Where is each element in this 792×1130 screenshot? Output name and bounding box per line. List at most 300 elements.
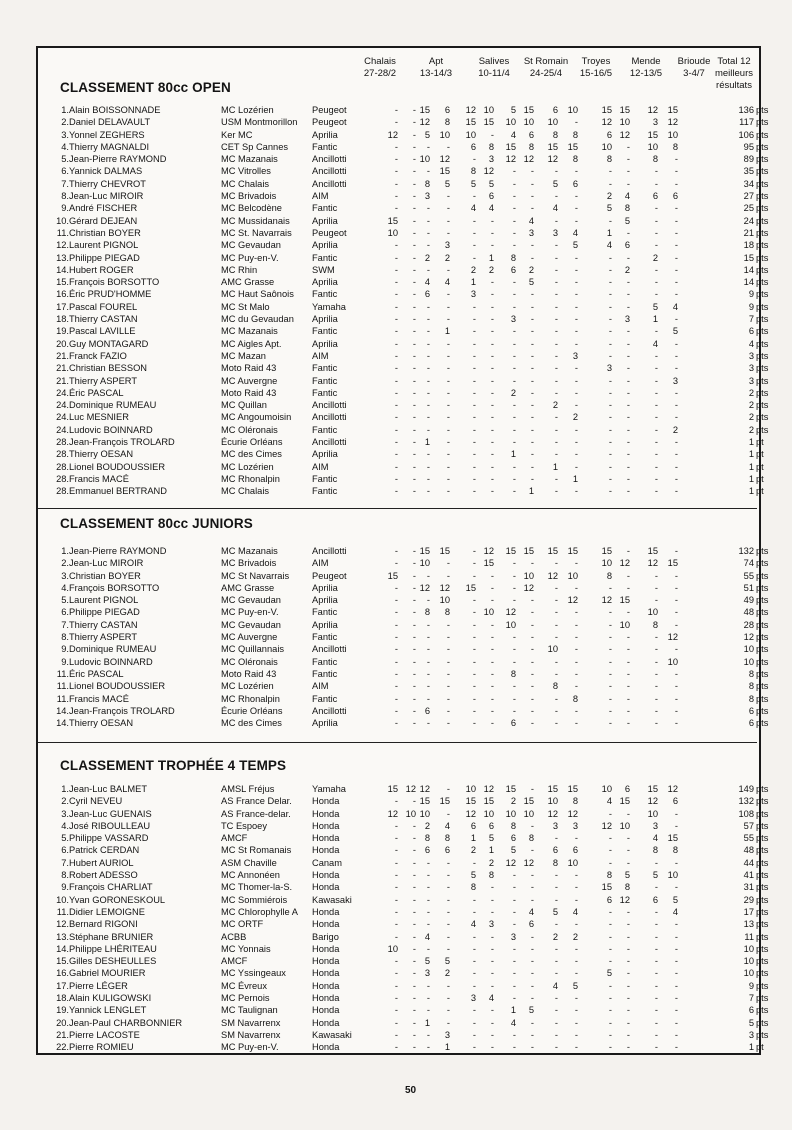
bike-make: Honda [312, 993, 340, 1004]
score-cell: - [472, 486, 476, 497]
points-unit: pts [756, 105, 769, 115]
points-unit: pt [756, 473, 764, 484]
score-cell: - [472, 252, 476, 263]
total-points: 1 [748, 486, 754, 497]
score-cell: - [530, 931, 534, 942]
score-cell: 15 [647, 129, 658, 140]
score-cell: 5 [552, 178, 558, 189]
score-cell: 3 [510, 931, 516, 942]
rank-cell: 14. [56, 264, 69, 275]
score-cell: - [608, 956, 612, 967]
score-cell: 8 [652, 619, 658, 630]
rider-name: Francis MACÉ [69, 693, 129, 704]
points-unit: pts [756, 784, 769, 794]
bike-make: Peugeot [312, 227, 347, 238]
score-cell: - [446, 363, 450, 374]
bike-make: Peugeot [312, 117, 347, 128]
rank-cell: 11. [56, 693, 69, 704]
bike-make: Ancillotti [312, 437, 347, 448]
points-unit: pts [756, 412, 769, 423]
score-cell: - [472, 595, 476, 606]
score-cell: - [412, 693, 416, 704]
club-name: MC Annonéen [221, 870, 280, 881]
score-cell: 15 [505, 546, 516, 556]
score-cell: - [412, 644, 416, 655]
score-cell: - [608, 993, 612, 1004]
club-name: AMSL Fréjus [221, 784, 275, 794]
score-cell: 6 [624, 240, 630, 251]
score-cell: 2 [572, 412, 578, 423]
score-cell: - [490, 1029, 494, 1040]
score-cell: 4 [510, 129, 516, 140]
score-cell: - [530, 870, 534, 881]
score-cell: - [530, 166, 534, 177]
score-cell: - [554, 424, 558, 435]
rider-name: Luc MESNIER [69, 412, 129, 423]
score-cell: - [394, 833, 398, 844]
score-cell: - [426, 656, 430, 667]
score-cell: - [674, 582, 678, 593]
score-cell: - [626, 931, 630, 942]
bike-make: Ancillotti [312, 166, 347, 177]
score-cell: 8 [488, 870, 494, 881]
score-cell: - [554, 264, 558, 275]
score-cell: 10 [419, 808, 430, 819]
score-cell: 10 [505, 619, 516, 630]
section-title: CLASSEMENT 80cc OPEN [60, 80, 231, 95]
rider-name: Robert ADESSO [69, 870, 138, 881]
score-cell: - [626, 350, 630, 361]
score-cell: 6 [672, 191, 678, 202]
score-cell: - [554, 449, 558, 460]
total-points: 41 [743, 870, 754, 881]
points-unit: pts [756, 943, 769, 954]
rider-name: Yannick LENGLET [69, 1005, 147, 1016]
score-cell: - [654, 227, 658, 238]
score-cell: 5 [652, 870, 658, 881]
score-cell: - [412, 1029, 416, 1040]
score-cell: 15 [465, 117, 476, 128]
score-cell: - [512, 681, 516, 692]
score-cell: 3 [552, 227, 558, 238]
score-cell: - [512, 882, 516, 893]
score-cell: 4 [470, 203, 476, 214]
score-cell: 4 [488, 993, 494, 1004]
score-cell: - [554, 1042, 558, 1053]
points-unit: pts [756, 668, 769, 679]
points-unit: pts [756, 350, 769, 361]
score-cell: 2 [672, 424, 678, 435]
score-cell: - [608, 350, 612, 361]
score-cell: - [608, 668, 612, 679]
bike-make: Ancillotti [312, 154, 347, 165]
score-cell: - [446, 350, 450, 361]
score-cell: 3 [424, 191, 430, 202]
points-unit: pts [756, 1017, 769, 1028]
score-cell: - [608, 412, 612, 423]
score-cell: - [394, 558, 398, 569]
rider-name: Yvan GORONESKOUL [69, 894, 166, 905]
score-cell: - [608, 906, 612, 917]
score-cell: 8 [528, 833, 534, 844]
score-cell: - [490, 473, 494, 484]
score-cell: - [446, 693, 450, 704]
rank-cell: 8. [61, 191, 69, 202]
score-cell: - [426, 301, 430, 312]
score-cell: 10 [567, 105, 578, 115]
club-name: AMCF [221, 956, 248, 967]
score-cell: - [530, 1017, 534, 1028]
club-name: ACBB [221, 931, 247, 942]
score-cell: - [530, 461, 534, 472]
score-cell: - [654, 668, 658, 679]
points-unit: pts [756, 980, 769, 991]
score-cell: 6 [488, 191, 494, 202]
score-cell: 5 [606, 203, 612, 214]
rank-cell: 18. [56, 314, 69, 325]
score-cell: 12 [465, 105, 476, 115]
score-cell: - [674, 595, 678, 606]
score-cell: - [490, 1005, 494, 1016]
score-cell: - [574, 326, 578, 337]
score-cell: 5 [470, 178, 476, 189]
rank-cell: 3. [61, 808, 69, 819]
points-unit: pt [756, 461, 764, 472]
score-cell: 8 [572, 693, 578, 704]
score-cell: - [394, 968, 398, 979]
score-cell: - [674, 919, 678, 930]
score-cell: 12 [523, 857, 534, 868]
rank-cell: 9. [61, 656, 69, 667]
score-cell: 8 [652, 845, 658, 856]
race-name: Troyes [581, 56, 611, 67]
race-date: 24-25/4 [529, 68, 563, 79]
score-cell: 10 [601, 784, 612, 794]
score-cell: - [512, 570, 516, 581]
score-cell: 3 [652, 117, 658, 128]
score-cell: - [608, 656, 612, 667]
score-cell: - [626, 705, 630, 716]
bike-make: Honda [312, 1005, 340, 1016]
score-cell: 1 [510, 1005, 516, 1016]
score-cell: - [394, 919, 398, 930]
score-cell: - [674, 693, 678, 704]
total-points: 6 [748, 705, 754, 716]
score-cell: - [626, 1029, 630, 1040]
score-cell: 3 [470, 289, 476, 300]
total-points: 117 [739, 117, 754, 128]
score-cell: - [530, 240, 534, 251]
club-name: MC Évreux [221, 980, 267, 991]
club-name: MC des Cimes [221, 718, 282, 729]
score-cell: 10 [667, 656, 678, 667]
score-cell: - [554, 277, 558, 288]
total-points: 6 [748, 326, 754, 337]
score-cell: - [394, 607, 398, 618]
score-cell: - [512, 301, 516, 312]
score-cell: - [394, 980, 398, 991]
score-cell: - [554, 363, 558, 374]
score-cell: - [530, 326, 534, 337]
club-name: MC Lozérien [221, 461, 274, 472]
total-points: 132 [738, 796, 754, 807]
bike-make: Honda [312, 906, 340, 917]
score-cell: - [626, 943, 630, 954]
score-cell: - [626, 607, 630, 618]
score-cell: 10 [419, 154, 430, 165]
score-cell: - [412, 668, 416, 679]
score-cell: - [490, 1017, 494, 1028]
score-cell: - [426, 350, 430, 361]
score-cell: - [512, 375, 516, 386]
score-cell: 1 [470, 277, 476, 288]
score-cell: - [446, 919, 450, 930]
score-cell: - [412, 993, 416, 1004]
score-cell: 1 [444, 1042, 450, 1053]
score-cell: 2 [624, 264, 630, 275]
score-cell: 12 [647, 796, 658, 807]
club-name: MC Mazan [221, 350, 266, 361]
score-cell: 12 [505, 857, 516, 868]
score-cell: - [446, 203, 450, 214]
score-cell: 6 [470, 141, 476, 152]
score-cell: - [530, 644, 534, 655]
score-cell: - [446, 882, 450, 893]
bike-make: Aprilia [312, 718, 338, 729]
points-unit: pts [756, 227, 769, 238]
score-cell: - [412, 681, 416, 692]
club-name: MC Puy-en-V. [221, 1042, 279, 1053]
total-points: 12 [743, 632, 754, 643]
score-cell: - [530, 400, 534, 411]
bike-make: Fantic [312, 656, 338, 667]
score-cell: - [574, 894, 578, 905]
score-cell: - [574, 375, 578, 386]
score-cell: - [554, 387, 558, 398]
score-cell: - [490, 931, 494, 942]
score-cell: - [512, 980, 516, 991]
score-cell: - [574, 705, 578, 716]
score-cell: 6 [510, 833, 516, 844]
score-cell: 10 [547, 117, 558, 128]
score-cell: 12 [439, 582, 450, 593]
score-cell: - [512, 870, 516, 881]
score-cell: - [626, 693, 630, 704]
score-cell: - [574, 314, 578, 325]
score-cell: - [426, 166, 430, 177]
score-cell: 4 [510, 1017, 516, 1028]
score-cell: - [574, 968, 578, 979]
score-cell: 12 [619, 558, 630, 569]
score-cell: 6 [470, 820, 476, 831]
score-cell: - [394, 693, 398, 704]
bike-make: Ancillotti [312, 412, 347, 423]
bike-make: Honda [312, 943, 340, 954]
score-cell: - [412, 424, 416, 435]
score-cell: 10 [523, 570, 534, 581]
score-cell: - [554, 632, 558, 643]
score-cell: - [674, 668, 678, 679]
score-cell: 6 [672, 796, 678, 807]
score-cell: - [574, 1005, 578, 1016]
score-cell: - [626, 668, 630, 679]
score-cell: - [426, 486, 430, 497]
club-name: AMCF [221, 833, 248, 844]
score-cell: 1 [510, 449, 516, 460]
club-name: AMC Grasse [221, 582, 275, 593]
score-cell: - [574, 607, 578, 618]
score-cell: - [674, 857, 678, 868]
bike-make: Ancillotti [312, 705, 347, 716]
total-points: 1 [748, 473, 754, 484]
club-name: MC Oléronais [221, 424, 278, 435]
score-cell: - [674, 289, 678, 300]
score-cell: - [446, 857, 450, 868]
score-cell: - [512, 277, 516, 288]
score-cell: 4 [672, 301, 678, 312]
score-cell: 10 [387, 943, 398, 954]
points-unit: pts [756, 178, 769, 189]
score-cell: - [654, 656, 658, 667]
bike-make: Kawasaki [312, 894, 352, 905]
bike-make: Fantic [312, 387, 338, 398]
rank-cell: 15. [56, 277, 69, 288]
total-points: 10 [743, 644, 754, 655]
score-cell: - [674, 350, 678, 361]
section-title: CLASSEMENT TROPHÉE 4 TEMPS [60, 758, 287, 773]
score-cell: - [654, 375, 658, 386]
score-cell: 12 [483, 784, 494, 794]
rider-name: Gérard DEJEAN [69, 215, 138, 226]
score-cell: - [446, 375, 450, 386]
score-cell: 15 [483, 796, 494, 807]
score-cell: - [472, 437, 476, 448]
score-cell: - [574, 619, 578, 630]
club-name: MC Auvergne [221, 632, 278, 643]
score-cell: - [512, 956, 516, 967]
score-cell: - [654, 882, 658, 893]
points-unit: pts [756, 154, 769, 165]
score-cell: - [608, 943, 612, 954]
rider-name: Laurent PIGNOL [69, 240, 139, 251]
rider-name: Jean-François TROLARD [69, 705, 175, 716]
score-cell: - [608, 919, 612, 930]
total-points: 6 [748, 1005, 754, 1016]
score-cell: - [512, 473, 516, 484]
score-cell: - [608, 718, 612, 729]
rider-name: Thierry CASTAN [69, 619, 138, 630]
points-unit: pts [756, 656, 769, 667]
score-cell: - [530, 718, 534, 729]
score-cell: 2 [552, 931, 558, 942]
points-unit: pts [756, 820, 769, 831]
score-cell: - [626, 582, 630, 593]
bike-make: Fantic [312, 203, 338, 214]
rider-name: Christian BESSON [69, 363, 148, 374]
total-points: 8 [748, 668, 754, 679]
score-cell: - [472, 301, 476, 312]
score-cell: - [530, 203, 534, 214]
score-cell: - [530, 1029, 534, 1040]
score-cell: - [412, 619, 416, 630]
score-cell: 8 [606, 570, 612, 581]
score-cell: - [608, 400, 612, 411]
score-cell: 1 [488, 845, 494, 856]
score-cell: 3 [510, 314, 516, 325]
score-cell: - [574, 338, 578, 349]
score-cell: 12 [619, 129, 630, 140]
total-points: 8 [748, 693, 754, 704]
score-cell: - [426, 619, 430, 630]
race-date: 13-14/3 [419, 68, 453, 79]
score-cell: - [512, 644, 516, 655]
race-name: St Romain [523, 56, 569, 67]
score-cell: - [554, 607, 558, 618]
rider-name: Thierry ASPERT [69, 632, 138, 643]
score-cell: 5 [606, 968, 612, 979]
bike-make: Aprilia [312, 277, 338, 288]
score-cell: 5 [572, 240, 578, 251]
score-cell: 12 [483, 166, 494, 177]
club-name: Moto Raid 43 [221, 363, 277, 374]
score-cell: - [554, 166, 558, 177]
score-cell: 15 [523, 546, 534, 556]
rider-name: Jean-Paul CHARBONNIER [69, 1017, 183, 1028]
score-cell: - [554, 338, 558, 349]
rider-name: Gabriel MOURIER [69, 968, 146, 979]
score-cell: 12 [567, 808, 578, 819]
score-cell: - [554, 718, 558, 729]
score-cell: - [394, 595, 398, 606]
total-points: 9 [748, 980, 754, 991]
score-cell: - [412, 833, 416, 844]
score-cell: 15 [439, 796, 450, 807]
score-cell: - [654, 906, 658, 917]
score-cell: - [412, 943, 416, 954]
total-points: 3 [748, 375, 754, 386]
club-name: MC Rhonalpin [221, 693, 280, 704]
score-cell: 3 [444, 240, 450, 251]
score-cell: - [574, 681, 578, 692]
score-cell: 8 [444, 833, 450, 844]
club-name: TC Espoey [221, 820, 267, 831]
points-unit: pts [756, 314, 769, 325]
score-cell: - [490, 882, 494, 893]
score-cell: - [394, 993, 398, 1004]
score-cell: - [530, 619, 534, 630]
score-cell: - [554, 473, 558, 484]
rider-name: Stéphane BRUNIER [69, 931, 154, 942]
score-cell: - [530, 314, 534, 325]
rank-cell: 28. [56, 473, 69, 484]
section-80cc-juniors [38, 512, 769, 729]
score-cell: - [394, 718, 398, 729]
score-cell: - [530, 968, 534, 979]
score-cell: 8 [606, 870, 612, 881]
bike-make: Aprilia [312, 240, 338, 251]
score-cell: - [426, 882, 430, 893]
score-cell: - [490, 400, 494, 411]
score-cell: - [490, 301, 494, 312]
club-name: MC Brivadois [221, 558, 277, 569]
score-cell: - [412, 227, 416, 238]
score-cell: - [394, 191, 398, 202]
score-cell: - [472, 718, 476, 729]
rank-cell: 28. [56, 437, 69, 448]
score-cell: - [554, 350, 558, 361]
score-cell: - [674, 718, 678, 729]
score-cell: - [608, 808, 612, 819]
